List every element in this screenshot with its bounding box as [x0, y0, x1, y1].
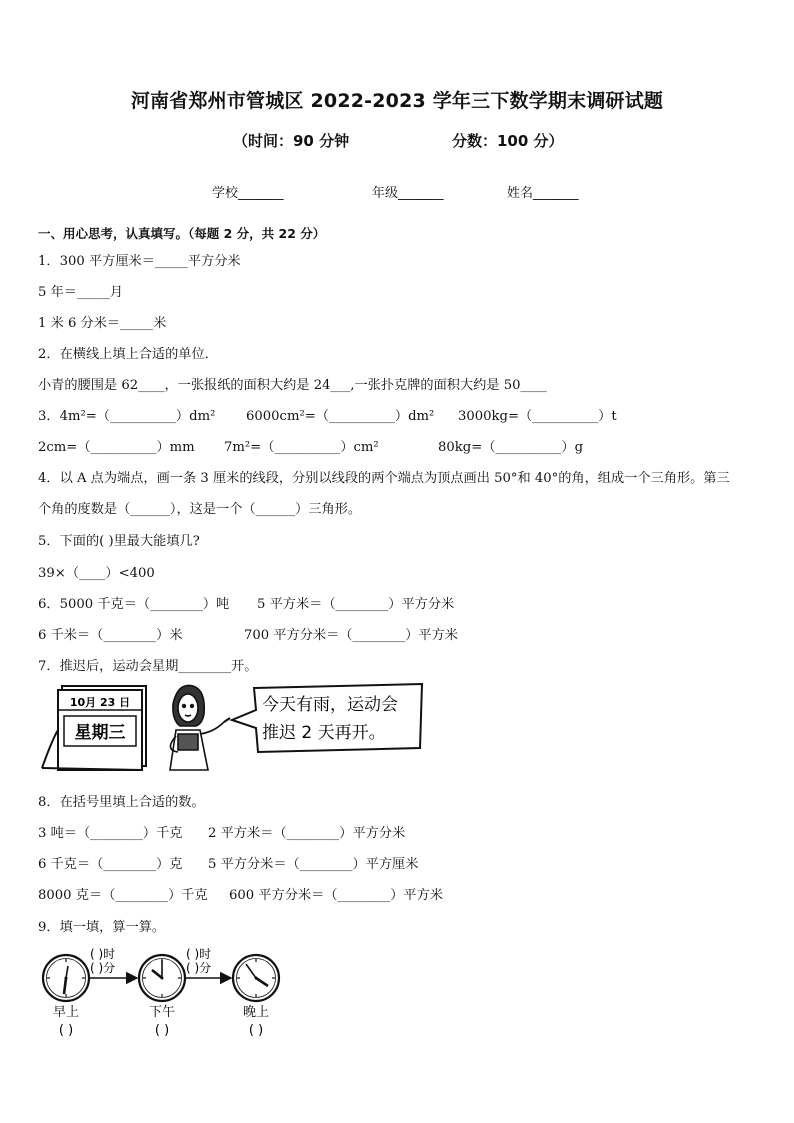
clock-afternoon-answer: ( ) [154, 1023, 170, 1038]
question-6b1: 6 千米＝（________）米 [38, 628, 183, 643]
clock-morning-answer: ( ) [58, 1023, 74, 1038]
clock-afternoon-label: 下午 [148, 1005, 176, 1020]
question-1b: 5 年＝_____月 [38, 285, 124, 300]
calendar-date: 10月 23 日 [69, 696, 131, 709]
question-8a2: 2 平方米＝（________）平方分米 [208, 826, 406, 841]
question-5a: 39×（____）<400 [38, 566, 155, 581]
question-3a3: 3000kg=（__________）t [458, 409, 617, 424]
question-6b2: 700 平方分米＝（________）平方米 [244, 628, 458, 643]
question-3b3: 80kg=（__________）g [438, 440, 584, 455]
question-8a1: 3 吨＝（________）千克 [38, 826, 183, 841]
question-1c: 1 米 6 分米＝_____米 [38, 316, 167, 331]
question-5: 5．下面的( )里最大能填几? [38, 534, 200, 549]
clock-evening-label: 晚上 [242, 1005, 270, 1020]
question-8b1: 6 千克＝（________）克 [38, 857, 183, 872]
school-field: 学校_______ [212, 186, 284, 201]
question-8b2: 5 平方分米＝（________）平方厘米 [208, 857, 419, 872]
question-4a: 4．以 A 点为端点，画一条 3 厘米的线段，分别以线段的两个端点为顶点画出 50°和 40°的角，组成一个三角形。第三 [38, 471, 730, 486]
page-title: 河南省郑州市管城区 2022-2023 学年三下数学期末调研试题 [130, 90, 664, 112]
question-6a1: 6．5000 千克＝（________）吨 [38, 597, 230, 612]
speech-line-2: 推迟 2 天再开。 [262, 723, 386, 743]
exam-time: （时间：90 分钟 [233, 132, 350, 150]
clock-morning-label: 早上 [52, 1005, 80, 1020]
name-field: 姓名_______ [507, 186, 579, 201]
question-3a1: 3．4m²=（__________）dm² [38, 409, 216, 424]
calendar-weekday: 星期三 [74, 723, 126, 743]
sports-day-illustration [38, 680, 428, 776]
question-3a2: 6000cm²=（__________）dm² [246, 409, 435, 424]
question-2a: 小青的腰围是 62____，一张报纸的面积大约是 24___,一张扑克牌的面积大约是 50____ [38, 378, 547, 393]
question-8c1: 8000 克＝（________）千克 [38, 888, 208, 903]
question-1a: 1．300 平方厘米＝_____平方分米 [38, 254, 241, 269]
speech-bubble [232, 684, 422, 752]
question-9: 9．填一填，算一算。 [38, 920, 166, 935]
question-8c2: 600 平方分米＝（________）平方米 [229, 888, 443, 903]
clocks-figure [38, 944, 298, 1040]
clock-evening-answer: ( ) [248, 1023, 264, 1038]
question-3b2: 7m²=（__________）cm² [224, 440, 379, 455]
grade-field: 年级_______ [372, 186, 444, 201]
teacher-figure [170, 685, 230, 770]
arrow-1-hours: ( )时 [90, 947, 116, 961]
arrow-2-minutes: ( )分 [186, 961, 212, 975]
speech-line-1: 今天有雨，运动会 [262, 695, 398, 715]
section-heading: 一、用心思考，认真填写。（每题 2 分，共 22 分） [38, 226, 326, 241]
arrow-1-minutes: ( )分 [90, 961, 116, 975]
clock-morning-icon [43, 955, 89, 1001]
question-4b: 个角的度数是（______），这是一个（______）三角形。 [38, 502, 362, 517]
clock-afternoon-icon [139, 955, 185, 1001]
question-6a2: 5 平方米＝（________）平方分米 [257, 597, 455, 612]
clock-evening-icon [233, 955, 279, 1001]
question-2: 2．在横线上填上合适的单位． [38, 347, 218, 362]
exam-score: 分数：100 分） [452, 132, 564, 150]
question-8: 8．在括号里填上合适的数。 [38, 795, 205, 810]
calendar-icon [42, 686, 146, 770]
question-3b1: 2cm=（__________）mm [38, 440, 195, 455]
question-7: 7．推迟后，运动会星期________开。 [38, 659, 258, 674]
arrow-2-hours: ( )时 [186, 947, 212, 961]
